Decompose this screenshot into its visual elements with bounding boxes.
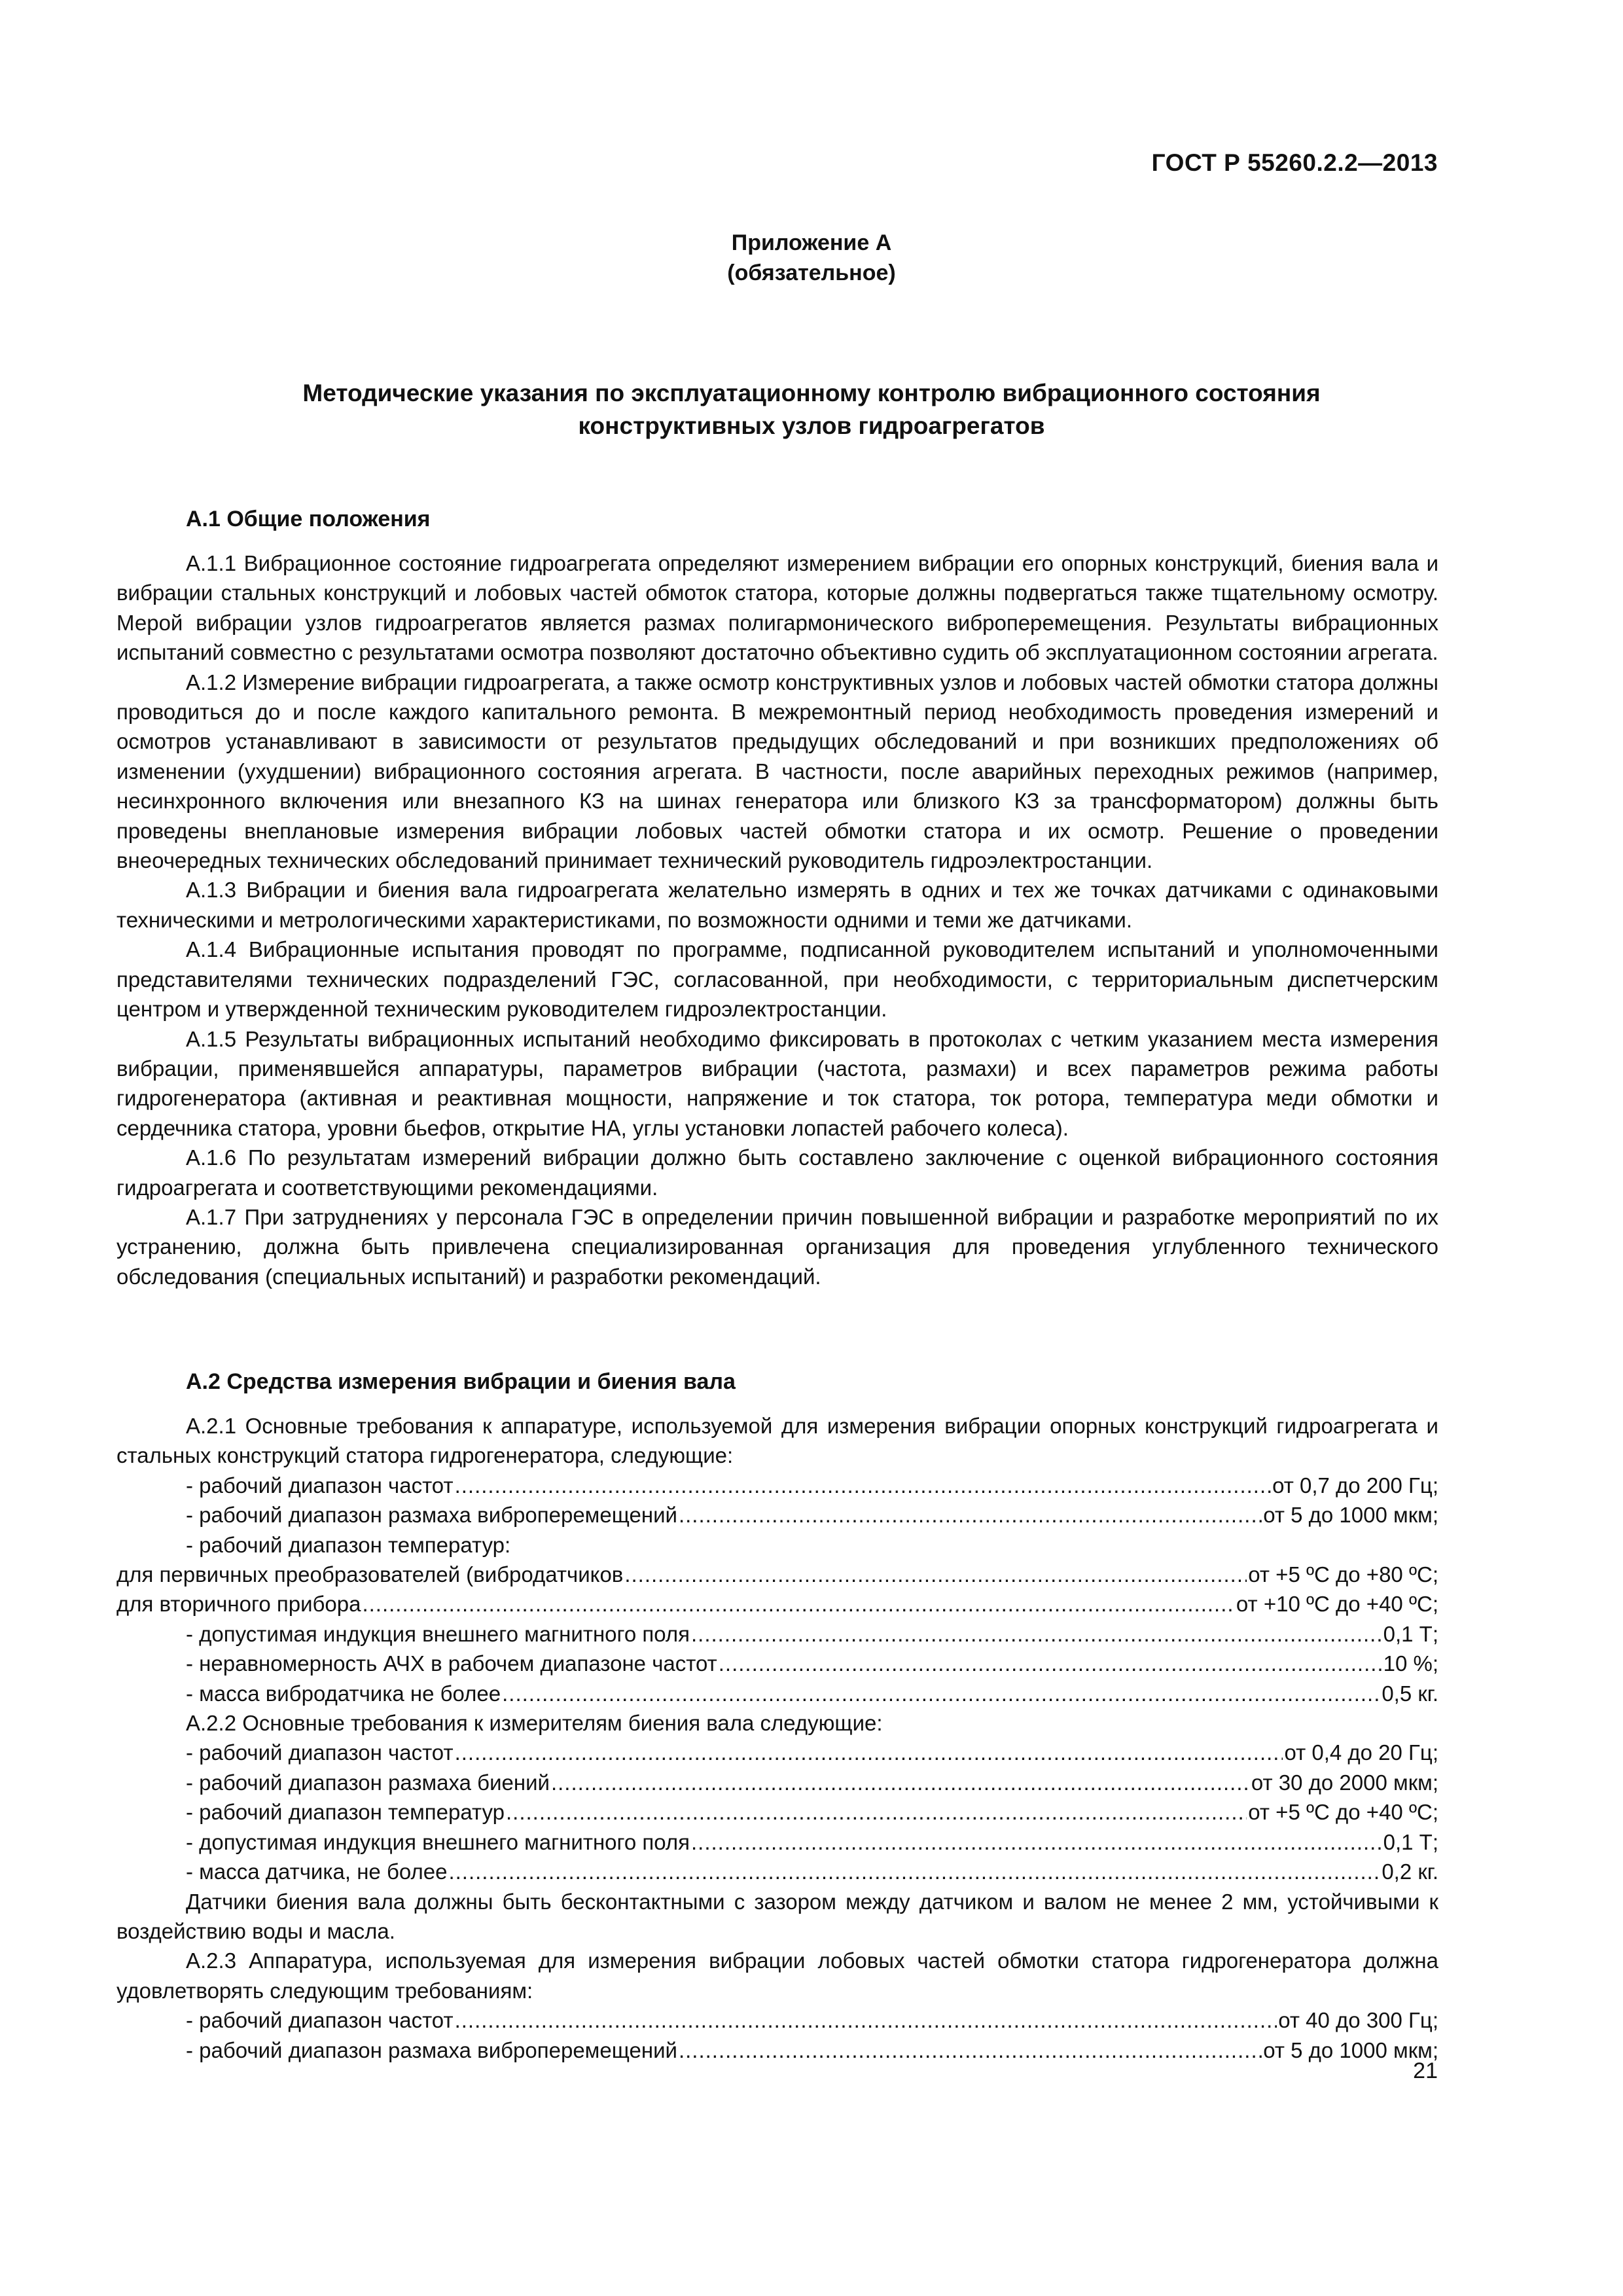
paragraph-a-1-4: А.1.4 Вибрационные испытания проводят по программе, подписанной руководителем испытаний и уполномоченными представителями технических подразделений ГЭС, согласованной, при необходимости, с территориальным диспетчерским центром и утвержденной техническим руководителем гидроэлектростанции. [116, 937, 1438, 1022]
spec-value: от 0,4 до 20 Гц; [1284, 1740, 1438, 1765]
spec-label: - масса датчика, не более [186, 1859, 448, 1884]
title-line-1: Методические указания по эксплуатационному контролю вибрационного состояния [302, 380, 1321, 406]
spec-row [186, 1649, 1438, 1678]
spec-label: - рабочий диапазон размаха биений [186, 1770, 550, 1795]
spec-label: для первичных преобразователей (вибродатчиков [116, 1562, 624, 1587]
spec-label: - рабочий диапазон частот [186, 1473, 454, 1498]
appendix-heading [0, 228, 1623, 288]
paragraph-shaft-sensors: Датчики биения вала должны быть бесконтактными с зазором между датчиком и валом не менее 2 мм, устойчивыми к воздействию воды и масла. [116, 1889, 1438, 1943]
spec-row [186, 2036, 1438, 2065]
spec-value: от +5 ºС до +40 ºС; [1248, 1800, 1438, 1825]
section-heading: А.1 Общие положения [186, 507, 431, 531]
appendix-label: Приложение А [731, 230, 892, 255]
dot-leader [455, 1738, 1283, 1767]
dot-leader [506, 1797, 1247, 1827]
dot-leader [551, 1768, 1250, 1797]
paragraph-a-1-1: А.1.1 Вибрационное состояние гидроагрегата определяют измерением вибрации его опорных конструкций, биения вала и вибрации стальных конструкций и лобовых частей обмоток статора, которые должны подвергаться также тщательному осмотру. Мерой вибрации узлов гидроагрегатов является размах полигармонического виброперемещения. Результаты вибрационных испытаний совместно с результатами осмотра позволяют достаточно объективно судить об эксплуатационном состоянии агрегата. [116, 551, 1438, 665]
paragraph-a-2-1: А.2.1 Основные требования к аппаратуре, используемой для измерения вибрации опорных конструкций гидроагрегата и стальных конструкций статора гидрогенератора, следующие: [116, 1414, 1438, 1468]
spec-value: от 30 до 2000 мкм; [1251, 1770, 1438, 1795]
section-measurement-instruments [116, 1367, 1438, 2065]
section-general-provisions [116, 504, 1438, 1291]
spec-value: от 5 до 1000 мкм; [1263, 1503, 1438, 1528]
spec-row [186, 1679, 1438, 1708]
spec-label: - рабочий диапазон размаха виброперемещений [186, 2037, 677, 2062]
spec-label: - допустимая индукция внешнего магнитного поля [186, 1829, 690, 1854]
spec-row [186, 2005, 1438, 2035]
dot-leader [362, 1589, 1234, 1619]
spec-value: от 40 до 300 Гц; [1278, 2008, 1438, 2033]
spec-row [186, 1797, 1438, 1827]
spec-row [186, 1768, 1438, 1797]
spec-label: - масса вибродатчика не более [186, 1681, 501, 1706]
dot-leader [679, 2036, 1262, 2065]
title-line-2: конструктивных узлов гидроагрегатов [578, 412, 1045, 439]
spec-value: 0,2 кг. [1382, 1859, 1438, 1884]
spec-row [186, 1500, 1438, 1530]
spec-label: - рабочий диапазон температур [186, 1800, 505, 1825]
spec-label: для вторичного прибора [116, 1592, 361, 1617]
dot-leader [624, 1560, 1247, 1589]
dot-leader [502, 1679, 1380, 1708]
paragraph-a-2-2: А.2.2 Основные требования к измерителям биения вала следующие: [186, 1711, 883, 1736]
spec-label: - рабочий диапазон частот [186, 2008, 454, 2033]
spec-value: 10 %; [1383, 1651, 1438, 1676]
appendix-status: (обязательное) [727, 260, 896, 285]
temperature-range-label: - рабочий диапазон температур: [186, 1532, 511, 1557]
dot-leader [455, 1471, 1272, 1500]
spec-value: от 5 до 1000 мкм; [1263, 2037, 1438, 2062]
dot-leader [691, 1619, 1382, 1649]
paragraph-a-1-5: А.1.5 Результаты вибрационных испытаний необходимо фиксировать в протоколах с четким указанием места измерения вибрации, применявшейся аппаратуры, параметров вибрации (частота, размахи) и всех параметров режима работы гидрогенератора (активная и реактивная мощности, напряжение и ток статора, ток ротора, температура меди обмотки и сердечника статора, уровни бьефов, открытие НА, углы установки лопастей рабочего колеса). [116, 1026, 1438, 1140]
page-number: 21 [1413, 2058, 1438, 2083]
dot-leader [455, 2005, 1277, 2035]
spec-value: 0,1 Т; [1383, 1829, 1438, 1854]
section-heading: А.2 Средства измерения вибрации и биения вала [186, 1369, 736, 1394]
spec-row [186, 1738, 1438, 1767]
spec-row [186, 1857, 1438, 1886]
spec-value: от +5 ºС до +80 ºС; [1248, 1562, 1438, 1587]
dot-leader [719, 1649, 1382, 1678]
spec-value: от 0,7 до 200 Гц; [1272, 1473, 1438, 1498]
standard-code: ГОСТ Р 55260.2.2—2013 [1151, 149, 1438, 176]
spec-label: - допустимая индукция внешнего магнитного поля [186, 1621, 690, 1646]
paragraph-a-1-6: А.1.6 По результатам измерений вибрации должно быть составлено заключение с оценкой вибрационного состояния гидроагрегата и соответствующими рекомендациями. [116, 1145, 1438, 1200]
spec-label: - неравномерность АЧХ в рабочем диапазоне частот [186, 1651, 717, 1676]
spec-row [186, 1471, 1438, 1500]
spec-row [186, 1827, 1438, 1857]
spec-row [116, 1589, 1438, 1619]
document-title [183, 377, 1440, 442]
paragraph-a-1-7: А.1.7 При затруднениях у персонала ГЭС в определении причин повышенной вибрации и разработке мероприятий по их устранению, должна быть привлечена специализированная организация для проведения углубленного технического обследования (специальных испытаний) и разработки рекомендаций. [116, 1204, 1438, 1289]
spec-value: 0,1 Т; [1383, 1621, 1438, 1646]
spec-value: 0,5 кг. [1382, 1681, 1438, 1706]
spec-value: от +10 ºС до +40 ºС; [1236, 1592, 1438, 1617]
spec-row [186, 1619, 1438, 1649]
spec-label: - рабочий диапазон частот [186, 1740, 454, 1765]
dot-leader [691, 1827, 1382, 1857]
dot-leader [448, 1857, 1380, 1886]
paragraph-a-1-3: А.1.3 Вибрации и биения вала гидроагрегата желательно измерять в одних и тех же точках датчиками с одинаковыми техническими и метрологическими характеристиками, по возможности одними и теми же датчиками. [116, 878, 1438, 932]
dot-leader [679, 1500, 1262, 1530]
spec-row [116, 1560, 1438, 1589]
paragraph-a-2-3: А.2.3 Аппаратура, используемая для измерения вибрации лобовых частей обмотки статора гидрогенератора должна удовлетворять следующим требованиям: [116, 1948, 1438, 2003]
spec-label: - рабочий диапазон размаха виброперемещений [186, 1503, 677, 1528]
paragraph-a-1-2: А.1.2 Измерение вибрации гидроагрегата, а также осмотр конструктивных узлов и лобовых частей обмотки статора должны проводиться до и после каждого капитального ремонта. В межремонтный период необходимость проведения измерений и осмотров устанавливают в зависимости от результатов предыдущих обследований и при возникших предположениях об изменении (ухудшении) вибрационного состояния агрегата. В частности, после аварийных переходных режимов (например, несинхронного включения или внезапного КЗ на шинах генератора или близкого КЗ за трансформатором) должны быть проведены внеплановые измерения вибрации лобовых частей обмотки статора и их осмотр. Решение о проведении внеочередных технических обследований принимает технический руководитель гидроэлектростанции. [116, 670, 1438, 873]
